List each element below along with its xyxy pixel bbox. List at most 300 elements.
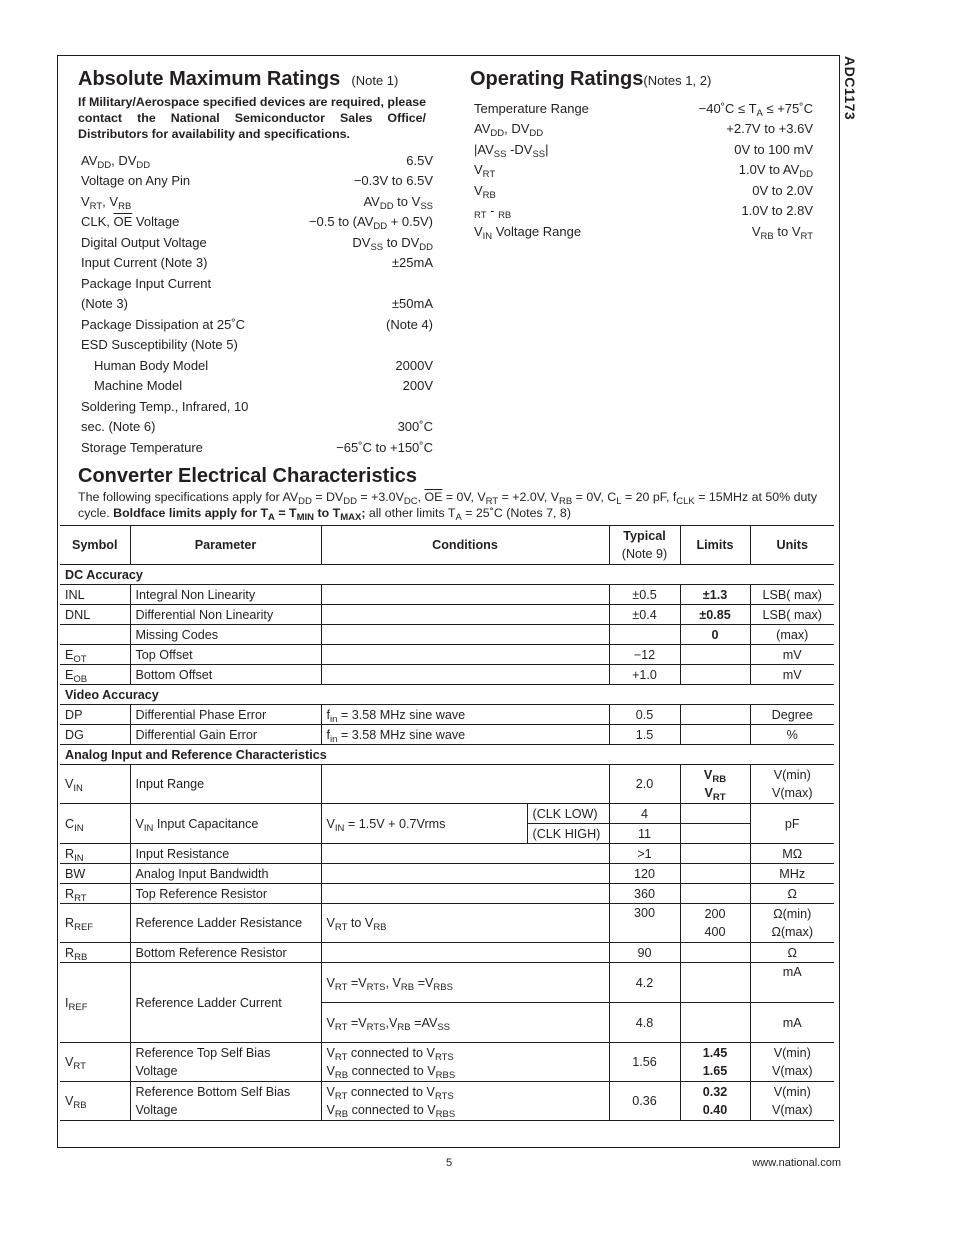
unit: MHz: [750, 864, 834, 884]
value: 300˚C: [397, 419, 433, 435]
section-video: [60, 685, 834, 705]
t: ,V: [385, 1015, 398, 1030]
op-ratings-title: [470, 68, 711, 91]
t: Input Capacitance: [153, 816, 259, 831]
s: RT: [334, 981, 348, 993]
row-vrt-vrb-diff: [474, 201, 813, 222]
parameter: Reference Ladder Current: [130, 963, 321, 1043]
s: DD: [799, 169, 813, 181]
t: E: [65, 667, 74, 682]
s: RB: [74, 951, 88, 963]
value: 2000V: [395, 357, 433, 373]
row-avdd: [81, 150, 433, 171]
t: V: [81, 193, 90, 209]
s: RB: [118, 200, 132, 212]
typical: 300: [609, 904, 680, 943]
col-units: Units: [750, 526, 834, 565]
label: Input Current (Note 3): [81, 255, 208, 271]
s: RT: [474, 210, 487, 222]
table-row: [60, 963, 834, 1003]
col-limits: Limits: [680, 526, 750, 565]
table-row: [60, 844, 834, 864]
t: Ω(max): [771, 925, 814, 939]
s: IN: [143, 822, 154, 834]
parameter: Input Resistance: [130, 844, 321, 864]
s: RTS: [366, 981, 386, 993]
s: SS: [493, 148, 507, 160]
label: ESD Susceptibility (Note 5): [81, 337, 238, 353]
s: OT: [73, 653, 87, 665]
t: E: [65, 647, 74, 662]
t: V(min): [773, 768, 811, 782]
table-row: [60, 864, 834, 884]
label: Digital Output Voltage: [81, 234, 207, 250]
section-label: DC Accuracy: [60, 565, 834, 585]
s: IN: [74, 822, 84, 834]
s: DC: [403, 496, 418, 507]
t: =V: [347, 975, 367, 990]
s: CLK: [676, 496, 695, 507]
limit: 0: [680, 625, 750, 645]
parameter: Bottom Reference Resistor: [130, 943, 321, 963]
symbol: INL: [60, 585, 130, 605]
t: V: [135, 816, 144, 831]
t: Typical: [623, 529, 666, 543]
row-vin-range: [474, 221, 813, 242]
s: RT: [74, 892, 87, 904]
s: RB: [73, 1100, 87, 1111]
table-row: [60, 1082, 834, 1121]
row-mm: [81, 376, 433, 397]
t: = T: [274, 506, 297, 520]
unit: mA: [750, 963, 834, 1003]
s: RBS: [435, 1070, 456, 1081]
unit: mV: [750, 645, 834, 665]
row-temp: [474, 98, 813, 119]
s: RB: [334, 1070, 349, 1081]
value: ±25mA: [391, 255, 433, 271]
table-row: [60, 705, 834, 725]
label: Storage Temperature: [81, 439, 203, 455]
t: =V: [347, 1015, 367, 1030]
t: Voltage: [132, 214, 180, 230]
s: DD: [298, 496, 312, 507]
s: IN: [334, 822, 345, 834]
t: , V: [102, 193, 119, 209]
unit: pF: [750, 804, 834, 844]
value: 200V: [402, 378, 433, 394]
t: AV: [81, 152, 98, 168]
t: AV: [363, 193, 380, 209]
op-ratings-table: [474, 98, 813, 242]
t: Voltage Range: [492, 223, 582, 239]
s: RT: [485, 496, 499, 507]
t: V: [326, 916, 335, 930]
s: DD: [379, 200, 394, 212]
t: Reference Bottom Self Bias: [135, 1085, 291, 1099]
label: Temperature Range: [474, 100, 589, 116]
s: DD: [343, 496, 357, 507]
row-hbm: [81, 355, 433, 376]
t: to V: [393, 193, 421, 209]
s: DD: [97, 159, 112, 171]
s: L: [616, 496, 622, 507]
parameter: Integral Non Linearity: [130, 585, 321, 605]
parameter: Missing Codes: [130, 625, 321, 645]
unit: %: [750, 725, 834, 745]
value: +2.7V to +3.6V: [726, 121, 813, 137]
symbol: DG: [60, 725, 130, 745]
header-row: [60, 526, 834, 565]
converter-title: Converter Electrical Characteristics: [78, 465, 418, 487]
t: 1.65: [702, 1064, 728, 1078]
typical: ±0.4: [609, 605, 680, 625]
typical: 360: [609, 884, 680, 904]
s: MIN: [296, 512, 315, 523]
typical: >1: [609, 844, 680, 864]
t: 200: [704, 907, 726, 921]
table-row: [60, 943, 834, 963]
row-package-dissipation: [81, 314, 433, 335]
row-solder-2: [81, 417, 433, 438]
t: R: [65, 916, 75, 930]
t: |AV: [474, 141, 494, 157]
t: R: [65, 886, 75, 901]
t: connected to V: [348, 1103, 436, 1117]
label: (Note 3): [81, 296, 128, 312]
t: V(max): [771, 1064, 813, 1078]
t: 1.0V to AV: [738, 162, 800, 178]
t: CLK,: [81, 214, 114, 230]
typical: 4: [609, 804, 680, 824]
t: to V: [347, 916, 374, 930]
s: RT: [712, 792, 726, 803]
unit: (max): [750, 625, 834, 645]
t: $\overline{OE}$: [113, 214, 133, 230]
s: A: [455, 512, 462, 523]
t: Voltage: [135, 1103, 178, 1117]
s: RT: [334, 1091, 348, 1102]
t: connected to V: [347, 1085, 435, 1099]
section-dc: [60, 565, 834, 585]
s: REF: [68, 1001, 88, 1013]
t: ;: [361, 506, 366, 520]
s: REF: [74, 922, 94, 933]
limit: ±1.3: [680, 585, 750, 605]
s: in: [330, 713, 338, 725]
t: (Note 9): [621, 547, 668, 561]
row-vrt-vrb: [81, 191, 433, 212]
t: V: [326, 816, 335, 831]
s: RB: [498, 210, 512, 222]
t: V: [326, 1103, 335, 1117]
s: RTS: [366, 1021, 386, 1033]
s: RT: [800, 230, 813, 242]
parameter: Differential Non Linearity: [130, 605, 321, 625]
label: Package Dissipation at 25˚C: [81, 316, 246, 332]
s: RT: [334, 922, 348, 933]
value: (Note 4): [386, 316, 433, 332]
value: 0V to 100 mV: [734, 141, 813, 157]
row-solder: [81, 396, 433, 417]
t: connected to V: [348, 1064, 436, 1078]
t: The following specifications apply for AV: [78, 490, 299, 504]
t: DV: [352, 234, 371, 250]
symbol: DNL: [60, 605, 130, 625]
s: RT: [334, 1052, 348, 1063]
limit: ±0.85: [680, 605, 750, 625]
row-vrt: [474, 160, 813, 181]
t: = 0V, V: [442, 490, 486, 504]
t: f: [326, 727, 330, 742]
s: DD: [490, 128, 505, 140]
op-ratings-note: (Notes 1, 2): [643, 73, 712, 88]
s: RB: [559, 496, 573, 507]
s: RB: [482, 189, 496, 201]
row-vrb: [474, 180, 813, 201]
t: = 3.58 MHz sine wave: [337, 707, 466, 722]
value: 1.0V to 2.8V: [741, 203, 813, 219]
table-row: [60, 645, 834, 665]
symbol: BW: [60, 864, 130, 884]
s: SS: [370, 241, 384, 253]
t: = 15MHz at 50% duty cycle.: [78, 490, 818, 520]
parameter: Bottom Offset: [130, 665, 321, 685]
col-symbol: Symbol: [60, 526, 130, 565]
t: =V: [414, 975, 434, 990]
unit: mV: [750, 665, 834, 685]
t: Voltage: [135, 1064, 178, 1078]
row-package-input-current-note: [81, 294, 433, 315]
t: V: [474, 162, 483, 178]
t: 400: [704, 925, 726, 939]
converter-intro: [78, 489, 828, 521]
row-package-input-current: [81, 273, 433, 294]
unit: LSB( max): [750, 585, 834, 605]
t: V(min): [773, 1085, 811, 1099]
t: V: [474, 182, 483, 198]
t: = 20 pF, f: [621, 490, 677, 504]
value: 0V to 2.0V: [752, 182, 813, 198]
label: sec. (Note 6): [81, 419, 156, 435]
col-parameter: Parameter: [130, 526, 321, 565]
table-row: [60, 725, 834, 745]
table-row: [60, 904, 834, 943]
t: V: [326, 1064, 335, 1078]
t: + 0.5V): [387, 214, 433, 230]
t: V: [326, 1085, 335, 1099]
t: = 0V, C: [572, 490, 617, 504]
s: RT: [482, 169, 496, 181]
s: IN: [74, 852, 84, 864]
parameter: Input Range: [130, 765, 321, 804]
condition: (CLK LOW): [527, 804, 609, 824]
section-label: Video Accuracy: [60, 685, 834, 705]
t: ≤ +75˚C: [762, 100, 813, 116]
t: V: [704, 786, 713, 800]
t: f: [326, 707, 330, 722]
row-storage: [81, 437, 433, 458]
row-digital-output: [81, 232, 433, 253]
row-supply-diff: [474, 139, 813, 160]
t: AV: [474, 121, 491, 137]
parameter: Top Offset: [130, 645, 321, 665]
s: RB: [712, 774, 727, 785]
t: V: [65, 1055, 74, 1069]
s: A: [756, 107, 763, 119]
abs-max-title-text: Absolute Maximum Ratings: [78, 68, 341, 90]
table-row: [60, 605, 834, 625]
t: all other limits T: [365, 506, 456, 520]
t: = 25˚C (Notes 7, 8): [461, 506, 571, 520]
electrical-characteristics-table: [60, 525, 834, 1121]
table-row: [60, 1043, 834, 1082]
table-row: [60, 665, 834, 685]
typical: 4.8: [609, 1003, 680, 1043]
t: V: [65, 777, 74, 791]
t: , DV: [111, 152, 137, 168]
value: −65˚C to +150˚C: [336, 439, 433, 455]
s: SS: [437, 1021, 451, 1033]
s: RTS: [434, 1091, 454, 1102]
value: 6.5V: [406, 152, 433, 168]
s: DD: [529, 128, 544, 140]
typical: 0.36: [609, 1082, 680, 1121]
s: IN: [73, 783, 83, 794]
t: $\overline{OE}$: [424, 490, 443, 504]
t: V: [474, 223, 483, 239]
t: connected to V: [347, 1046, 435, 1060]
unit: mA: [750, 1003, 834, 1043]
row-esd: [81, 335, 433, 356]
abs-max-table: [81, 150, 433, 458]
t: Boldface limits apply for T: [113, 506, 269, 520]
table-row: [60, 804, 834, 824]
typical: 0.5: [609, 705, 680, 725]
typical: 1.5: [609, 725, 680, 745]
military-notice: If Military/Aerospace specified devices are required, please contact the National Semiconductor Sales Office/ Distributors for availability and specifications.: [78, 95, 426, 141]
typical: ±0.5: [609, 585, 680, 605]
col-conditions: Conditions: [321, 526, 609, 565]
unit: MΩ: [750, 844, 834, 864]
parameter: Differential Phase Error: [130, 705, 321, 725]
t: V(max): [771, 1103, 813, 1117]
t: to DV: [383, 234, 420, 250]
s: OB: [73, 673, 88, 685]
t: 0.40: [702, 1103, 728, 1117]
row-supply: [474, 119, 813, 140]
label: Human Body Model: [94, 357, 209, 373]
value: −0.3V to 6.5V: [353, 173, 433, 189]
parameter: Analog Input Bandwidth: [130, 864, 321, 884]
table-row: [60, 884, 834, 904]
s: RBS: [433, 981, 453, 993]
typical: 11: [609, 824, 680, 844]
s: DD: [136, 159, 151, 171]
s: RB: [373, 922, 387, 933]
t: -: [486, 203, 499, 219]
abs-max-title: [78, 68, 398, 91]
t: = +3.0V: [356, 490, 404, 504]
parameter: Top Reference Resistor: [130, 884, 321, 904]
t: V: [326, 1046, 335, 1060]
t: V: [326, 1015, 335, 1030]
row-voltage-any-pin: [81, 171, 433, 192]
t: Reference Top Self Bias: [135, 1046, 271, 1060]
t: 1.45: [702, 1046, 728, 1060]
t: Ω(min): [773, 907, 812, 921]
typical: 120: [609, 864, 680, 884]
t: -DV: [506, 141, 533, 157]
t: −0.5 to (AV: [308, 214, 374, 230]
t: , V: [385, 975, 401, 990]
table-row: [60, 625, 834, 645]
t: V: [703, 768, 713, 782]
section-label: Analog Input and Reference Characteristics: [60, 745, 834, 765]
unit: Ω: [750, 884, 834, 904]
t: to V: [773, 223, 801, 239]
s: RTS: [434, 1052, 454, 1063]
t: = +2.0V, V: [498, 490, 560, 504]
label: Package Input Current: [81, 275, 212, 291]
s: RBS: [435, 1109, 456, 1120]
t: V(min): [773, 1046, 811, 1060]
t: 0.32: [702, 1085, 728, 1099]
s: RB: [397, 1021, 411, 1033]
t: R: [65, 945, 75, 960]
typical: 2.0: [609, 765, 680, 804]
s: MAX: [340, 512, 362, 523]
label: Soldering Temp., Infrared, 10: [81, 398, 249, 414]
s: in: [330, 733, 338, 745]
t: |: [545, 141, 549, 157]
t: −40˚C ≤ T: [698, 100, 757, 116]
s: RT: [73, 1061, 86, 1072]
typical: −12: [609, 645, 680, 665]
row-input-current: [81, 253, 433, 274]
t: , DV: [504, 121, 530, 137]
s: SS: [420, 200, 433, 212]
t: C: [65, 816, 75, 831]
typical: 90: [609, 943, 680, 963]
unit: Degree: [750, 705, 834, 725]
t: V(max): [771, 786, 813, 800]
s: RB: [760, 230, 774, 242]
abs-max-note: (Note 1): [351, 73, 399, 88]
page-number: 5: [446, 1157, 453, 1169]
s: A: [268, 512, 275, 523]
op-ratings-title-text: Operating Ratings: [470, 68, 644, 90]
label: Voltage on Any Pin: [81, 173, 191, 189]
footer-url[interactable]: www.national.com: [752, 1157, 841, 1169]
parameter: Reference Ladder Resistance: [130, 904, 321, 943]
t: = 3.58 MHz sine wave: [337, 727, 466, 742]
t: ,: [417, 490, 425, 504]
t: = 1.5V + 0.7Vrms: [344, 816, 446, 831]
t: V: [751, 223, 761, 239]
s: DD: [373, 221, 388, 233]
s: IN: [482, 230, 493, 242]
part-number-label: [836, 56, 866, 146]
t: R: [65, 846, 75, 861]
s: DD: [419, 241, 433, 253]
s: RT: [89, 200, 103, 212]
s: RB: [334, 1109, 349, 1120]
typical: 1.56: [609, 1043, 680, 1082]
s: SS: [532, 148, 546, 160]
table-row: [60, 585, 834, 605]
unit: LSB( max): [750, 605, 834, 625]
